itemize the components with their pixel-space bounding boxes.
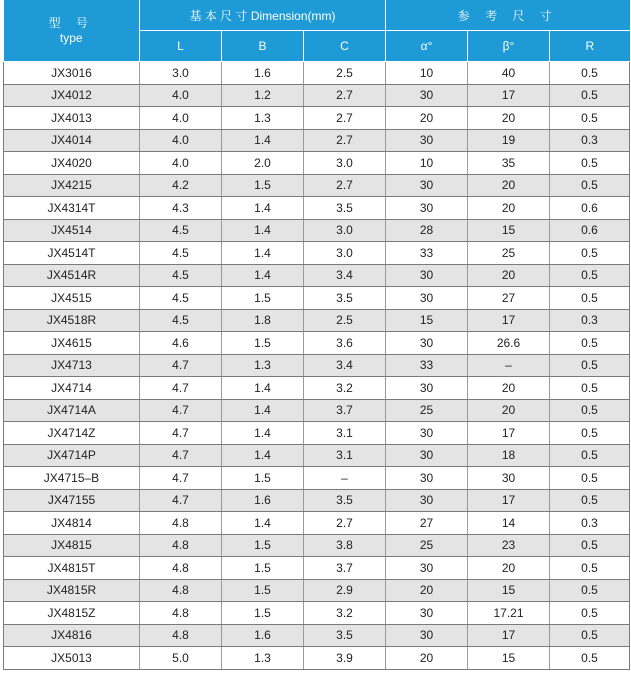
cell-type: JX4514R (4, 264, 140, 287)
cell-beta: 23 (468, 534, 550, 557)
cell-l: 4.8 (140, 579, 222, 602)
cell-type: JX4314T (4, 197, 140, 220)
cell-beta: 20 (468, 107, 550, 130)
cell-c: 3.0 (304, 242, 386, 265)
cell-l: 4.8 (140, 624, 222, 647)
cell-beta: 20 (468, 399, 550, 422)
cell-l: 4.8 (140, 512, 222, 535)
cell-b: 1.6 (222, 489, 304, 512)
cell-beta: 20 (468, 264, 550, 287)
cell-alpha: 30 (386, 197, 468, 220)
cell-type: JX4514T (4, 242, 140, 265)
cell-alpha: 25 (386, 534, 468, 557)
table-row (4, 219, 630, 242)
cell-b: 1.4 (222, 242, 304, 265)
cell-b: 1.5 (222, 534, 304, 557)
cell-l: 4.3 (140, 197, 222, 220)
cell-type: JX4713 (4, 354, 140, 377)
cell-r: 0.5 (550, 332, 630, 355)
cell-type: JX4715–B (4, 467, 140, 490)
cell-type: JX5013 (4, 647, 140, 670)
cell-type: JX4814 (4, 512, 140, 535)
cell-b: 1.8 (222, 309, 304, 332)
cell-beta: 35 (468, 152, 550, 175)
cell-b: 1.5 (222, 332, 304, 355)
cell-l: 4.7 (140, 444, 222, 467)
cell-beta: 17 (468, 624, 550, 647)
cell-beta: 20 (468, 174, 550, 197)
cell-r: 0.5 (550, 579, 630, 602)
cell-r: 0.5 (550, 422, 630, 445)
cell-l: 4.0 (140, 129, 222, 152)
column-header-b: B (222, 31, 304, 62)
cell-b: 1.5 (222, 579, 304, 602)
cell-r: 0.3 (550, 512, 630, 535)
cell-alpha: 33 (386, 242, 468, 265)
table-row (4, 84, 630, 107)
cell-l: 4.8 (140, 602, 222, 625)
cell-alpha: 33 (386, 354, 468, 377)
cell-beta: 19 (468, 129, 550, 152)
cell-type: JX4014 (4, 129, 140, 152)
cell-l: 4.6 (140, 332, 222, 355)
cell-alpha: 30 (386, 444, 468, 467)
cell-alpha: 25 (386, 399, 468, 422)
cell-r: 0.5 (550, 444, 630, 467)
table-row (4, 579, 630, 602)
cell-b: 1.4 (222, 377, 304, 400)
cell-alpha: 28 (386, 219, 468, 242)
type-header-cn: 型 号 (48, 15, 94, 30)
cell-l: 4.7 (140, 354, 222, 377)
cell-alpha: 20 (386, 647, 468, 670)
cell-beta: 17 (468, 422, 550, 445)
dimension-group-header: 基 本 尺 寸 Dimension(mm) (140, 0, 386, 31)
cell-b: 1.3 (222, 354, 304, 377)
cell-r: 0.5 (550, 624, 630, 647)
cell-type: JX4012 (4, 84, 140, 107)
cell-beta: 14 (468, 512, 550, 535)
cell-b: 1.4 (222, 399, 304, 422)
cell-alpha: 30 (386, 174, 468, 197)
cell-type: JX4815Z (4, 602, 140, 625)
cell-c: 2.9 (304, 579, 386, 602)
cell-type: JX4714A (4, 399, 140, 422)
table-body (4, 62, 630, 670)
table-row (4, 624, 630, 647)
table-row (4, 129, 630, 152)
reference-group-header: 参 考 尺 寸 (386, 0, 630, 31)
cell-b: 1.5 (222, 602, 304, 625)
cell-beta: 15 (468, 219, 550, 242)
cell-type: JX4714Z (4, 422, 140, 445)
cell-type: JX3016 (4, 62, 140, 85)
table-row (4, 602, 630, 625)
column-header-r: R (550, 31, 630, 62)
cell-l: 4.5 (140, 309, 222, 332)
table-row (4, 534, 630, 557)
cell-b: 1.2 (222, 84, 304, 107)
cell-r: 0.3 (550, 129, 630, 152)
cell-r: 0.5 (550, 107, 630, 130)
cell-beta: 26.6 (468, 332, 550, 355)
cell-c: 3.2 (304, 602, 386, 625)
cell-beta: 15 (468, 647, 550, 670)
cell-b: 2.0 (222, 152, 304, 175)
cell-type: JX4515 (4, 287, 140, 310)
cell-alpha: 30 (386, 129, 468, 152)
cell-beta: 17 (468, 489, 550, 512)
cell-alpha: 30 (386, 422, 468, 445)
cell-beta: 18 (468, 444, 550, 467)
cell-c: 2.7 (304, 129, 386, 152)
cell-r: 0.5 (550, 264, 630, 287)
cell-alpha: 30 (386, 557, 468, 580)
cell-alpha: 30 (386, 489, 468, 512)
cell-c: 3.6 (304, 332, 386, 355)
cell-c: 3.5 (304, 287, 386, 310)
cell-c: – (304, 467, 386, 490)
cell-l: 4.7 (140, 377, 222, 400)
table-row (4, 489, 630, 512)
cell-alpha: 15 (386, 309, 468, 332)
cell-b: 1.5 (222, 467, 304, 490)
cell-beta: – (468, 354, 550, 377)
cell-c: 3.1 (304, 422, 386, 445)
cell-beta: 20 (468, 557, 550, 580)
cell-type: JX4615 (4, 332, 140, 355)
spec-table-container (3, 0, 629, 670)
table-row (4, 264, 630, 287)
cell-beta: 27 (468, 287, 550, 310)
cell-c: 3.5 (304, 489, 386, 512)
cell-b: 1.5 (222, 174, 304, 197)
cell-l: 4.5 (140, 219, 222, 242)
table-row (4, 309, 630, 332)
cell-l: 4.8 (140, 557, 222, 580)
cell-c: 3.5 (304, 624, 386, 647)
cell-c: 2.7 (304, 107, 386, 130)
cell-beta: 17 (468, 309, 550, 332)
cell-c: 3.9 (304, 647, 386, 670)
cell-b: 1.4 (222, 219, 304, 242)
cell-c: 3.0 (304, 152, 386, 175)
table-row (4, 174, 630, 197)
cell-r: 0.3 (550, 309, 630, 332)
table-row (4, 512, 630, 535)
table-row (4, 557, 630, 580)
table-row (4, 107, 630, 130)
cell-b: 1.5 (222, 557, 304, 580)
cell-alpha: 20 (386, 107, 468, 130)
cell-l: 4.5 (140, 264, 222, 287)
table-row (4, 399, 630, 422)
cell-b: 1.5 (222, 287, 304, 310)
cell-c: 3.0 (304, 219, 386, 242)
cell-type: JX4514 (4, 219, 140, 242)
cell-type: JX4816 (4, 624, 140, 647)
cell-beta: 15 (468, 579, 550, 602)
cell-l: 4.0 (140, 107, 222, 130)
cell-l: 4.2 (140, 174, 222, 197)
cell-c: 3.4 (304, 264, 386, 287)
type-header-en: type (59, 30, 83, 45)
cell-c: 3.2 (304, 377, 386, 400)
cell-beta: 20 (468, 377, 550, 400)
cell-c: 3.7 (304, 399, 386, 422)
cell-c: 3.5 (304, 197, 386, 220)
cell-b: 1.4 (222, 422, 304, 445)
cell-alpha: 10 (386, 152, 468, 175)
cell-c: 3.1 (304, 444, 386, 467)
table-row (4, 647, 630, 670)
cell-type: JX47155 (4, 489, 140, 512)
table-row (4, 197, 630, 220)
cell-alpha: 30 (386, 377, 468, 400)
table-row (4, 62, 630, 85)
cell-r: 0.5 (550, 557, 630, 580)
cell-b: 1.6 (222, 624, 304, 647)
cell-r: 0.5 (550, 354, 630, 377)
cell-alpha: 30 (386, 624, 468, 647)
cell-r: 0.5 (550, 399, 630, 422)
table-row (4, 422, 630, 445)
column-header-alpha: α° (386, 31, 468, 62)
spec-table (3, 0, 630, 670)
cell-b: 1.3 (222, 647, 304, 670)
cell-b: 1.4 (222, 512, 304, 535)
cell-b: 1.4 (222, 264, 304, 287)
cell-l: 4.7 (140, 422, 222, 445)
cell-type: JX4013 (4, 107, 140, 130)
cell-l: 5.0 (140, 647, 222, 670)
cell-alpha: 30 (386, 467, 468, 490)
cell-r: 0.5 (550, 152, 630, 175)
column-header-beta: β° (468, 31, 550, 62)
cell-r: 0.6 (550, 197, 630, 220)
cell-type: JX4714 (4, 377, 140, 400)
cell-alpha: 30 (386, 332, 468, 355)
cell-type: JX4714P (4, 444, 140, 467)
cell-alpha: 20 (386, 579, 468, 602)
cell-r: 0.5 (550, 287, 630, 310)
cell-l: 4.0 (140, 84, 222, 107)
cell-c: 2.7 (304, 512, 386, 535)
column-header-c: C (304, 31, 386, 62)
cell-type: JX4815 (4, 534, 140, 557)
cell-beta: 20 (468, 197, 550, 220)
cell-r: 0.5 (550, 489, 630, 512)
type-column-header (4, 0, 140, 62)
cell-l: 4.0 (140, 152, 222, 175)
cell-r: 0.6 (550, 219, 630, 242)
cell-beta: 17 (468, 84, 550, 107)
table-row (4, 444, 630, 467)
cell-l: 4.7 (140, 467, 222, 490)
cell-c: 3.7 (304, 557, 386, 580)
cell-b: 1.4 (222, 444, 304, 467)
cell-c: 2.7 (304, 174, 386, 197)
cell-type: JX4518R (4, 309, 140, 332)
cell-beta: 17.21 (468, 602, 550, 625)
cell-r: 0.5 (550, 242, 630, 265)
table-row (4, 354, 630, 377)
cell-r: 0.5 (550, 534, 630, 557)
table-row (4, 332, 630, 355)
cell-l: 4.7 (140, 399, 222, 422)
cell-c: 2.5 (304, 62, 386, 85)
cell-c: 2.5 (304, 309, 386, 332)
cell-alpha: 27 (386, 512, 468, 535)
cell-c: 3.4 (304, 354, 386, 377)
cell-l: 3.0 (140, 62, 222, 85)
cell-type: JX4815T (4, 557, 140, 580)
cell-b: 1.4 (222, 129, 304, 152)
cell-type: JX4020 (4, 152, 140, 175)
cell-alpha: 30 (386, 264, 468, 287)
cell-b: 1.4 (222, 197, 304, 220)
cell-beta: 30 (468, 467, 550, 490)
cell-l: 4.8 (140, 534, 222, 557)
cell-alpha: 10 (386, 62, 468, 85)
cell-l: 4.7 (140, 489, 222, 512)
cell-beta: 40 (468, 62, 550, 85)
cell-alpha: 30 (386, 602, 468, 625)
cell-c: 2.7 (304, 84, 386, 107)
table-row (4, 287, 630, 310)
column-header-l: L (140, 31, 222, 62)
cell-l: 4.5 (140, 287, 222, 310)
cell-type: JX4215 (4, 174, 140, 197)
table-row (4, 242, 630, 265)
cell-type: JX4815R (4, 579, 140, 602)
cell-r: 0.5 (550, 647, 630, 670)
cell-r: 0.5 (550, 84, 630, 107)
cell-l: 4.5 (140, 242, 222, 265)
cell-r: 0.5 (550, 377, 630, 400)
table-row (4, 377, 630, 400)
cell-r: 0.5 (550, 62, 630, 85)
table-row (4, 467, 630, 490)
cell-alpha: 30 (386, 84, 468, 107)
table-header (4, 0, 630, 62)
cell-alpha: 30 (386, 287, 468, 310)
cell-beta: 25 (468, 242, 550, 265)
cell-r: 0.5 (550, 174, 630, 197)
cell-c: 3.8 (304, 534, 386, 557)
cell-r: 0.5 (550, 602, 630, 625)
table-row (4, 152, 630, 175)
cell-r: 0.5 (550, 467, 630, 490)
cell-b: 1.6 (222, 62, 304, 85)
cell-b: 1.3 (222, 107, 304, 130)
